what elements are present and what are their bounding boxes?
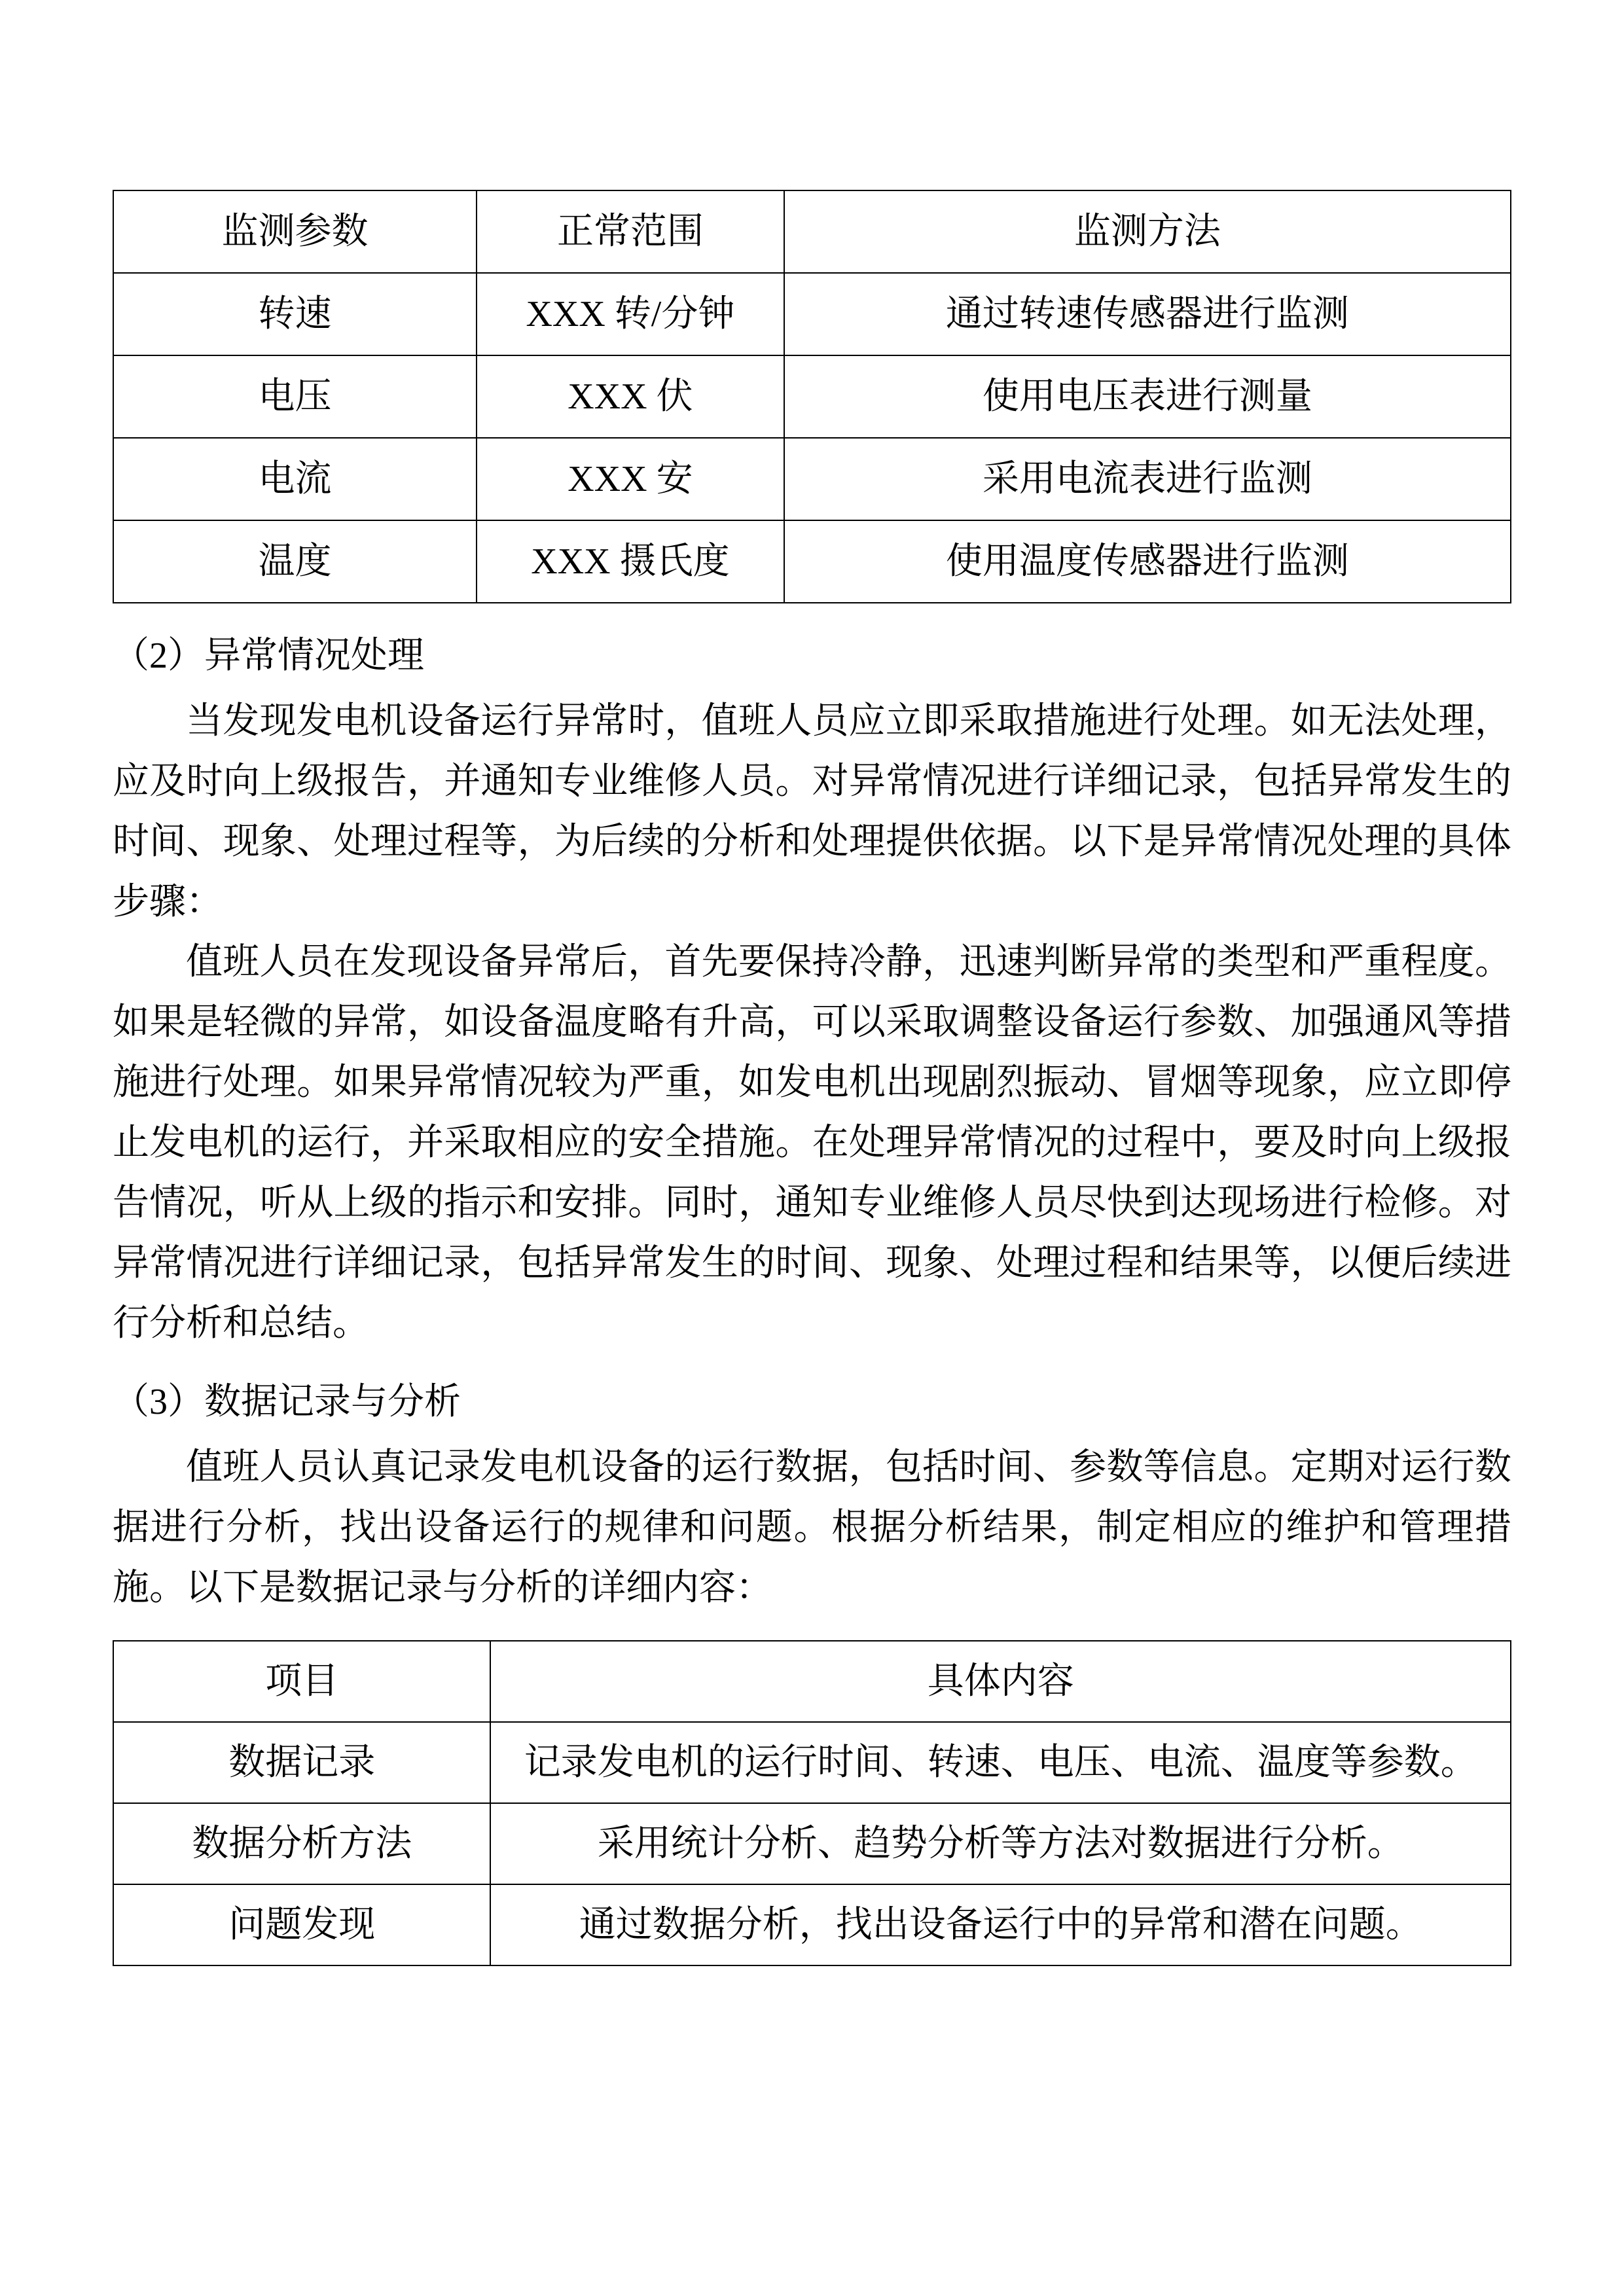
table-cell: 通过数据分析，找出设备运行中的异常和潜在问题。 [490, 1884, 1511, 1965]
table-cell: XXX 摄氏度 [477, 520, 784, 603]
table-cell: 转速 [113, 273, 477, 355]
table-cell: 采用电流表进行监测 [784, 438, 1511, 520]
table-row [113, 438, 1511, 520]
table-header-cell: 具体内容 [490, 1641, 1511, 1722]
table-cell: 电流 [113, 438, 477, 520]
table-cell: 采用统计分析、趋势分析等方法对数据进行分析。 [490, 1803, 1511, 1884]
table-cell: 问题发现 [113, 1884, 490, 1965]
table-cell: XXX 安 [477, 438, 784, 520]
table-cell: 温度 [113, 520, 477, 603]
table-cell: 使用电压表进行测量 [784, 355, 1511, 438]
data-record-analysis-table [113, 1640, 1511, 1966]
paragraph-abnormal-intro: 当发现发电机设备运行异常时，值班人员应立即采取措施进行处理。如无法处理，应及时向上级报告，并通知专业维修人员。对异常情况进行详细记录，包括异常发生的时间、现象、处理过程等，为后续的分析和处理提供依据。以下是异常情况处理的具体步骤： [113, 701, 1511, 922]
section-heading-data-record-analysis: （3）数据记录与分析 [113, 1382, 461, 1422]
table-header-cell: 项目 [113, 1641, 490, 1722]
table-cell: 通过转速传感器进行监测 [784, 273, 1511, 355]
table-row [113, 1803, 1511, 1884]
table-cell: 数据分析方法 [113, 1803, 490, 1884]
paragraph-data-record-intro: 值班人员认真记录发电机设备的运行数据，包括时间、参数等信息。定期对运行数据进行分析，找出设备运行的规律和问题。根据分析结果，制定相应的维护和管理措施。以下是数据记录与分析的详细内容： [113, 1447, 1511, 1608]
table-cell: 数据记录 [113, 1722, 490, 1803]
table-row [113, 355, 1511, 438]
table-row [113, 273, 1511, 355]
table-header-cell: 监测参数 [113, 190, 477, 273]
table-row [113, 520, 1511, 603]
table-cell: XXX 转/分钟 [477, 273, 784, 355]
table-header-cell: 监测方法 [784, 190, 1511, 273]
monitoring-parameters-table [113, 190, 1511, 603]
section-heading-abnormal-handling: （2）异常情况处理 [113, 636, 424, 676]
table-row [113, 1884, 1511, 1965]
table-cell: 记录发电机的运行时间、转速、电压、电流、温度等参数。 [490, 1722, 1511, 1803]
table-row [113, 1722, 1511, 1803]
table-header-row [113, 1641, 1511, 1722]
table-cell: XXX 伏 [477, 355, 784, 438]
paragraph-abnormal-steps: 值班人员在发现设备异常后，首先要保持冷静，迅速判断异常的类型和严重程度。如果是轻微的异常，如设备温度略有升高，可以采取调整设备运行参数、加强通风等措施进行处理。如果异常情况较为严重，如发电机出现剧烈振动、冒烟等现象，应立即停止发电机的运行，并采取相应的安全措施。在处理异常情况的过程中，要及时向上级报告情况，听从上级的指示和安排。同时，通知专业维修人员尽快到达现场进行检修。对异常情况进行详细记录，包括异常发生的时间、现象、处理过程和结果等，以便后续进行分析和总结。 [113, 942, 1511, 1344]
table-header-row [113, 190, 1511, 273]
table-cell: 使用温度传感器进行监测 [784, 520, 1511, 603]
table-cell: 电压 [113, 355, 477, 438]
table-header-cell: 正常范围 [477, 190, 784, 273]
